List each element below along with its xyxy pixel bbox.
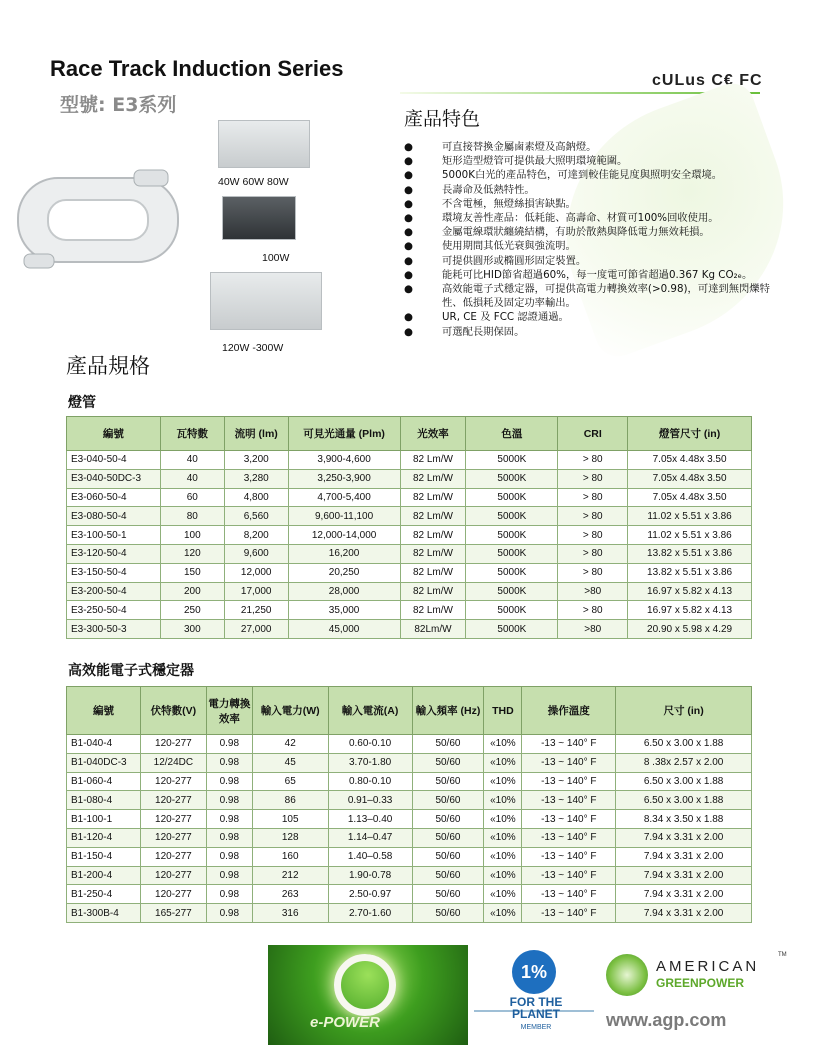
ballast-image-small xyxy=(218,120,310,168)
ballast-spec-table xyxy=(66,686,752,923)
table-cell: > 80 xyxy=(558,601,628,620)
table-cell: 65 xyxy=(252,772,328,791)
table-cell: 16.97 x 5.82 x 4.13 xyxy=(628,582,752,601)
table-cell: 8 .38x 2.57 x 2.00 xyxy=(616,753,752,772)
table-cell: 3,280 xyxy=(224,469,288,488)
table-cell: 3,200 xyxy=(224,451,288,470)
table-cell: 5000K xyxy=(466,451,558,470)
table-cell: > 80 xyxy=(558,507,628,526)
table-row xyxy=(67,828,752,847)
feature-item xyxy=(404,325,784,339)
table-cell: B1-060-4 xyxy=(67,772,141,791)
table-row xyxy=(67,810,752,829)
table-cell: 42 xyxy=(252,735,328,754)
table-cell: 5000K xyxy=(466,582,558,601)
bullet-icon: ● xyxy=(404,311,413,324)
table-cell: 82 Lm/W xyxy=(400,526,466,545)
table-cell: 0.98 xyxy=(206,810,252,829)
table-cell: 5000K xyxy=(466,601,558,620)
column-header: 編號 xyxy=(67,687,141,735)
e-power-logo-text: e-POWER xyxy=(310,1014,381,1031)
table-cell: 250 xyxy=(160,601,224,620)
ftp-line-1: FOR THE xyxy=(509,995,563,1009)
american-greenpower-line-1: AMERICAN xyxy=(656,958,760,975)
table-cell: 120-277 xyxy=(140,866,206,885)
table-cell: 7.05x 4.48x 3.50 xyxy=(628,469,752,488)
table-cell: -13 ~ 140° F xyxy=(522,753,616,772)
column-header: 電力轉換效率 xyxy=(206,687,252,735)
lamp-table-title: 燈管 xyxy=(68,395,96,411)
table-cell: 50/60 xyxy=(412,828,484,847)
table-cell: 2.70-1.60 xyxy=(328,904,412,923)
column-header: 光效率 xyxy=(400,417,466,451)
table-row xyxy=(67,904,752,923)
column-header: 色溫 xyxy=(466,417,558,451)
feature-text: 使用期間其低光衰與強流明。 xyxy=(442,240,576,253)
feature-text: 能耗可比HID節省超過60%，每一度電可節省超過0.367 Kg CO₂ₑ。 xyxy=(442,268,753,281)
table-cell: 105 xyxy=(252,810,328,829)
table-row xyxy=(67,507,752,526)
table-cell: 1.13–0.40 xyxy=(328,810,412,829)
table-cell: 5000K xyxy=(466,544,558,563)
column-header: 輸入電力(W) xyxy=(252,687,328,735)
table-cell: -13 ~ 140° F xyxy=(522,735,616,754)
table-cell: > 80 xyxy=(558,451,628,470)
features-list xyxy=(404,140,784,339)
website-link[interactable]: www.agp.com xyxy=(606,1010,727,1030)
feature-text: 可選配長期保固。 xyxy=(442,325,525,338)
table-cell: 20,250 xyxy=(288,563,400,582)
table-cell: 0.98 xyxy=(206,791,252,810)
feature-item xyxy=(404,140,784,154)
glowing-lamp-ring-icon xyxy=(334,954,396,1016)
bullet-icon: ● xyxy=(404,283,413,296)
table-cell: «10% xyxy=(484,753,522,772)
table-cell: 0.98 xyxy=(206,866,252,885)
table-cell: E3-300-50-3 xyxy=(67,620,161,639)
table-cell: > 80 xyxy=(558,488,628,507)
table-cell: -13 ~ 140° F xyxy=(522,866,616,885)
table-row xyxy=(67,544,752,563)
table-cell: 16,200 xyxy=(288,544,400,563)
table-cell: 7.94 x 3.31 x 2.00 xyxy=(616,885,752,904)
table-cell: «10% xyxy=(484,828,522,847)
table-cell: 45,000 xyxy=(288,620,400,639)
table-cell: E3-100-50-1 xyxy=(67,526,161,545)
table-cell: -13 ~ 140° F xyxy=(522,791,616,810)
ftp-member-label: MEMBER xyxy=(520,1024,552,1031)
table-cell: 165-277 xyxy=(140,904,206,923)
trademark-mark: TM xyxy=(778,952,787,958)
table-cell: B1-300B-4 xyxy=(67,904,141,923)
one-percent-logo: 1% xyxy=(512,950,556,994)
table-cell: «10% xyxy=(484,810,522,829)
table-cell: 8.34 x 3.50 x 1.88 xyxy=(616,810,752,829)
table-cell: -13 ~ 140° F xyxy=(522,772,616,791)
table-cell: 86 xyxy=(252,791,328,810)
table-cell: E3-080-50-4 xyxy=(67,507,161,526)
table-cell: 82 Lm/W xyxy=(400,601,466,620)
table-cell: 7.94 x 3.31 x 2.00 xyxy=(616,904,752,923)
table-cell: 12,000 xyxy=(224,563,288,582)
table-row xyxy=(67,620,752,639)
feature-text: 不含電極，無燈絲損害缺點。 xyxy=(442,197,576,210)
table-row xyxy=(67,847,752,866)
ballast-image-large xyxy=(210,272,322,330)
table-cell: «10% xyxy=(484,735,522,754)
table-cell: 3,900-4,600 xyxy=(288,451,400,470)
spec-title: 產品規格 xyxy=(66,354,150,378)
ballast-caption-small: 40W 60W 80W xyxy=(218,176,289,188)
table-cell: >80 xyxy=(558,620,628,639)
table-cell: E3-040-50-4 xyxy=(67,451,161,470)
column-header: 燈管尺寸 (in) xyxy=(628,417,752,451)
table-cell: «10% xyxy=(484,866,522,885)
column-header: 編號 xyxy=(67,417,161,451)
feature-text: 長壽命及低熱特性。 xyxy=(442,183,535,196)
certification-marks: cULus C€ FC xyxy=(652,72,763,89)
bullet-icon: ● xyxy=(404,183,413,196)
table-cell: 5000K xyxy=(466,488,558,507)
table-cell: 128 xyxy=(252,828,328,847)
table-cell: 11.02 x 5.51 x 3.86 xyxy=(628,526,752,545)
table-cell: «10% xyxy=(484,885,522,904)
table-cell: 20.90 x 5.98 x 4.29 xyxy=(628,620,752,639)
table-cell: 7.94 x 3.31 x 2.00 xyxy=(616,828,752,847)
table-cell: 120-277 xyxy=(140,735,206,754)
bullet-icon: ● xyxy=(404,169,413,182)
table-cell: 50/60 xyxy=(412,735,484,754)
feature-text: 可直接替換金屬鹵素燈及高鈉燈。 xyxy=(442,141,597,153)
table-row xyxy=(67,772,752,791)
table-cell: > 80 xyxy=(558,469,628,488)
table-cell: >80 xyxy=(558,582,628,601)
column-header: THD xyxy=(484,687,522,735)
table-row xyxy=(67,526,752,545)
table-cell: 50/60 xyxy=(412,753,484,772)
table-cell: «10% xyxy=(484,904,522,923)
table-cell: 6,560 xyxy=(224,507,288,526)
table-cell: 5000K xyxy=(466,469,558,488)
feature-item xyxy=(404,239,784,253)
table-cell: B1-040-4 xyxy=(67,735,141,754)
table-cell: 21,250 xyxy=(224,601,288,620)
table-cell: 82 Lm/W xyxy=(400,488,466,507)
table-row xyxy=(67,601,752,620)
table-cell: 16.97 x 5.82 x 4.13 xyxy=(628,601,752,620)
table-row xyxy=(67,791,752,810)
bullet-icon: ● xyxy=(404,254,413,267)
bullet-icon: ● xyxy=(404,197,413,210)
table-cell: 6.50 x 3.00 x 1.88 xyxy=(616,735,752,754)
table-cell: E3-200-50-4 xyxy=(67,582,161,601)
table-cell: 0.91–0.33 xyxy=(328,791,412,810)
table-cell: 28,000 xyxy=(288,582,400,601)
table-cell: 4,800 xyxy=(224,488,288,507)
table-cell: B1-120-4 xyxy=(67,828,141,847)
table-cell: > 80 xyxy=(558,526,628,545)
american-greenpower-line-2: GREENPOWER xyxy=(656,976,745,990)
table-cell: 1.40–0.58 xyxy=(328,847,412,866)
table-cell: «10% xyxy=(484,791,522,810)
table-cell: 35,000 xyxy=(288,601,400,620)
table-cell: 13.82 x 5.51 x 3.86 xyxy=(628,544,752,563)
table-cell: 5000K xyxy=(466,563,558,582)
bullet-icon: ● xyxy=(404,325,413,338)
feature-item xyxy=(404,254,784,268)
feature-item xyxy=(404,197,784,211)
column-header: 輸入頻率 (Hz) xyxy=(412,687,484,735)
table-cell: 0.98 xyxy=(206,904,252,923)
feature-item xyxy=(404,282,784,310)
page-title: Race Track Induction Series xyxy=(50,56,344,81)
feature-item xyxy=(404,154,784,168)
table-cell: B1-040DC-3 xyxy=(67,753,141,772)
table-cell: 50/60 xyxy=(412,904,484,923)
table-cell: 82 Lm/W xyxy=(400,544,466,563)
table-cell: 82 Lm/W xyxy=(400,507,466,526)
table-cell: 17,000 xyxy=(224,582,288,601)
table-cell: 212 xyxy=(252,866,328,885)
feature-item xyxy=(404,168,784,182)
table-cell: 5000K xyxy=(466,620,558,639)
table-cell: B1-250-4 xyxy=(67,885,141,904)
table-cell: 82 Lm/W xyxy=(400,451,466,470)
table-cell: 1.14–0.47 xyxy=(328,828,412,847)
bullet-icon: ● xyxy=(404,268,413,281)
table-cell: 120-277 xyxy=(140,772,206,791)
table-cell: 50/60 xyxy=(412,847,484,866)
table-cell: 120-277 xyxy=(140,791,206,810)
table-cell: 6.50 x 3.00 x 1.88 xyxy=(616,772,752,791)
feature-item xyxy=(404,225,784,239)
bullet-icon: ● xyxy=(404,155,413,168)
table-cell: 13.82 x 5.51 x 3.86 xyxy=(628,563,752,582)
table-cell: «10% xyxy=(484,772,522,791)
model-series: 型號: E3系列 xyxy=(60,94,177,116)
table-cell: 316 xyxy=(252,904,328,923)
table-cell: > 80 xyxy=(558,544,628,563)
lamp-spec-table xyxy=(66,416,752,639)
feature-item xyxy=(404,310,784,324)
table-cell: 120 xyxy=(160,544,224,563)
table-row xyxy=(67,753,752,772)
column-header: 輸入電流(A) xyxy=(328,687,412,735)
table-cell: 120-277 xyxy=(140,847,206,866)
table-row xyxy=(67,469,752,488)
table-cell: 0.98 xyxy=(206,772,252,791)
table-cell: 100 xyxy=(160,526,224,545)
table-cell: 3,250-3,900 xyxy=(288,469,400,488)
table-cell: 82Lm/W xyxy=(400,620,466,639)
table-cell: 82 Lm/W xyxy=(400,582,466,601)
table-cell: 50/60 xyxy=(412,810,484,829)
feature-item xyxy=(404,268,784,282)
table-cell: 27,000 xyxy=(224,620,288,639)
feature-text: 矩形造型燈管可提供最大照明環境範圍。 xyxy=(442,155,628,168)
ftp-line-2: PLANET xyxy=(512,1007,560,1021)
features-title: 產品特色 xyxy=(404,108,481,130)
table-cell: E3-040-50DC-3 xyxy=(67,469,161,488)
table-row xyxy=(67,866,752,885)
table-cell: 300 xyxy=(160,620,224,639)
table-cell: 12/24DC xyxy=(140,753,206,772)
table-cell: 0.98 xyxy=(206,753,252,772)
table-cell: 50/60 xyxy=(412,885,484,904)
table-cell: 12,000-14,000 xyxy=(288,526,400,545)
table-cell: 0.98 xyxy=(206,847,252,866)
table-cell: 120-277 xyxy=(140,885,206,904)
table-cell: 4,700-5,400 xyxy=(288,488,400,507)
table-cell: -13 ~ 140° F xyxy=(522,885,616,904)
table-cell: 45 xyxy=(252,753,328,772)
table-cell: E3-150-50-4 xyxy=(67,563,161,582)
feature-text: 金屬電線環狀纏繞結構，有助於散熱與降低電力無效耗損。 xyxy=(442,226,710,239)
table-cell: E3-120-50-4 xyxy=(67,544,161,563)
table-cell: 7.94 x 3.31 x 2.00 xyxy=(616,847,752,866)
column-header: 伏特數(V) xyxy=(140,687,206,735)
feature-text: 可提供圓形或橢圓形固定裝置。 xyxy=(442,254,587,267)
table-cell: B1-150-4 xyxy=(67,847,141,866)
table-cell: 200 xyxy=(160,582,224,601)
table-cell: 5000K xyxy=(466,526,558,545)
table-cell: 6.50 x 3.00 x 1.88 xyxy=(616,791,752,810)
table-cell: E3-060-50-4 xyxy=(67,488,161,507)
table-cell: 82 Lm/W xyxy=(400,469,466,488)
table-cell: 5000K xyxy=(466,507,558,526)
table-cell: 50/60 xyxy=(412,791,484,810)
table-cell: 0.98 xyxy=(206,828,252,847)
feature-item xyxy=(404,183,784,197)
feature-text: 5000K白光的產品特色，可達到較佳能見度與照明安全環境。 xyxy=(442,169,723,182)
table-cell: 1.90-0.78 xyxy=(328,866,412,885)
table-cell: 150 xyxy=(160,563,224,582)
ballast-image-medium xyxy=(222,196,296,240)
feature-text: UR, CE 及 FCC 認證通過。 xyxy=(442,311,569,324)
table-cell: B1-080-4 xyxy=(67,791,141,810)
table-cell: 2.50-0.97 xyxy=(328,885,412,904)
table-cell: 0.60-0.10 xyxy=(328,735,412,754)
table-row xyxy=(67,488,752,507)
bullet-icon: ● xyxy=(404,212,413,225)
table-cell: 120-277 xyxy=(140,810,206,829)
table-cell: 263 xyxy=(252,885,328,904)
table-row xyxy=(67,451,752,470)
table-cell: 50/60 xyxy=(412,866,484,885)
ballast-caption-large: 120W -300W xyxy=(222,342,284,354)
table-cell: 60 xyxy=(160,488,224,507)
table-cell: B1-100-1 xyxy=(67,810,141,829)
table-cell: 120-277 xyxy=(140,828,206,847)
table-cell: 0.98 xyxy=(206,735,252,754)
table-cell: 7.05x 4.48x 3.50 xyxy=(628,451,752,470)
feature-item xyxy=(404,211,784,225)
feature-text: 環境友善性產品：低耗能、高壽命、材質可100%回收使用。 xyxy=(442,212,719,225)
table-cell: 82 Lm/W xyxy=(400,563,466,582)
table-cell: -13 ~ 140° F xyxy=(522,810,616,829)
table-cell: -13 ~ 140° F xyxy=(522,847,616,866)
ballast-caption-medium: 100W xyxy=(262,252,290,264)
table-row xyxy=(67,563,752,582)
column-header: 操作溫度 xyxy=(522,687,616,735)
table-cell: «10% xyxy=(484,847,522,866)
race-track-lamp-image xyxy=(14,168,182,272)
table-cell: E3-250-50-4 xyxy=(67,601,161,620)
bullet-icon: ● xyxy=(404,226,413,239)
table-cell: 40 xyxy=(160,469,224,488)
column-header: 流明 (lm) xyxy=(224,417,288,451)
table-cell: 160 xyxy=(252,847,328,866)
table-cell: 80 xyxy=(160,507,224,526)
table-cell: 3.70-1.80 xyxy=(328,753,412,772)
table-cell: -13 ~ 140° F xyxy=(522,828,616,847)
table-row xyxy=(67,582,752,601)
table-cell: 0.98 xyxy=(206,885,252,904)
for-the-planet-logo xyxy=(500,996,572,1020)
table-cell: 0.80-0.10 xyxy=(328,772,412,791)
table-row xyxy=(67,735,752,754)
table-cell: 8,200 xyxy=(224,526,288,545)
table-cell: -13 ~ 140° F xyxy=(522,904,616,923)
american-greenpower-swirl-icon xyxy=(606,954,648,996)
column-header: 尺寸 (in) xyxy=(616,687,752,735)
table-row xyxy=(67,885,752,904)
column-header: CRI xyxy=(558,417,628,451)
table-cell: 40 xyxy=(160,451,224,470)
column-header: 可見光通量 (Plm) xyxy=(288,417,400,451)
table-cell: 9,600-11,100 xyxy=(288,507,400,526)
column-header: 瓦特數 xyxy=(160,417,224,451)
bullet-icon: ● xyxy=(404,141,413,153)
table-cell: 9,600 xyxy=(224,544,288,563)
table-cell: 7.94 x 3.31 x 2.00 xyxy=(616,866,752,885)
table-cell: B1-200-4 xyxy=(67,866,141,885)
table-cell: 50/60 xyxy=(412,772,484,791)
table-cell: > 80 xyxy=(558,563,628,582)
bullet-icon: ● xyxy=(404,240,413,253)
table-cell: 7.05x 4.48x 3.50 xyxy=(628,488,752,507)
feature-text: 高效能電子式穩定器，可提供高電力轉換效率(>0.98)，可達到無閃爍特性、低損耗及固定功率輸出。 xyxy=(442,283,770,310)
ballast-table-title: 高效能電子式穩定器 xyxy=(68,663,194,679)
table-cell: 11.02 x 5.51 x 3.86 xyxy=(628,507,752,526)
